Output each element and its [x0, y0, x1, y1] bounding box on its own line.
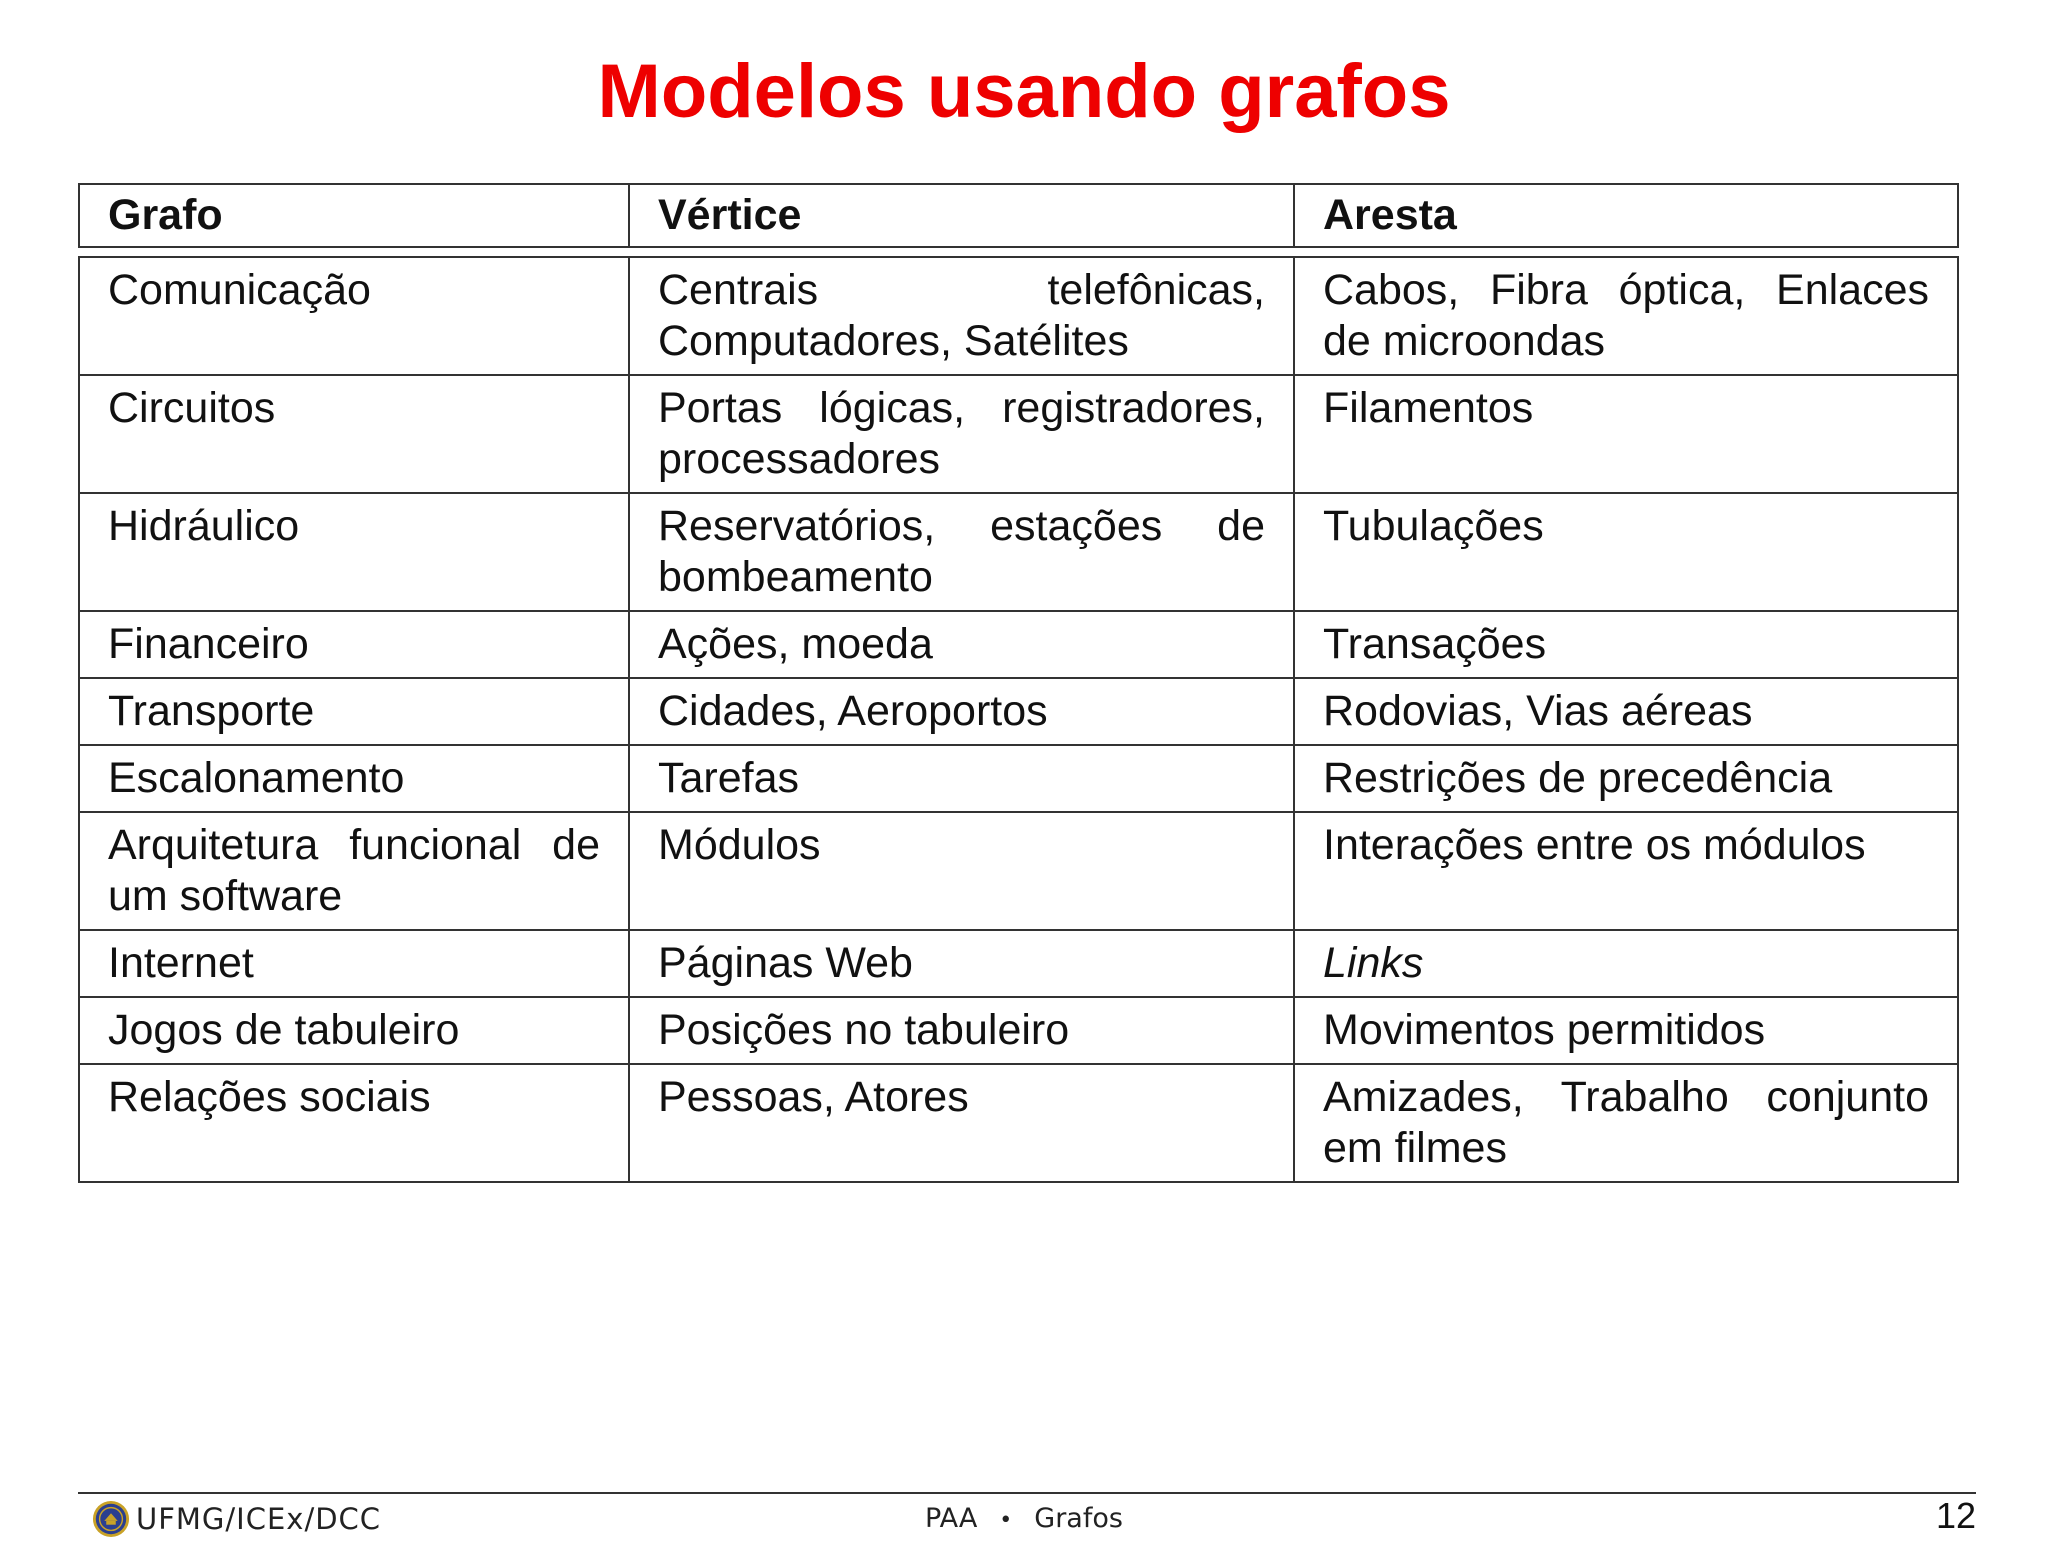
table-row	[79, 812, 1958, 930]
footer-rule	[78, 1492, 1976, 1494]
table-row	[79, 1064, 1958, 1182]
cell-grafo: Jogos de tabuleiro	[79, 997, 629, 1064]
cell-vertice: Portas lógicas, registradores, processadores	[629, 375, 1294, 493]
footer-topic: Grafos	[1034, 1503, 1123, 1534]
table-row	[79, 257, 1958, 375]
footer-institution: UFMG/ICEx/DCC	[136, 1502, 382, 1536]
cell-vertice: Ações, moeda	[629, 611, 1294, 678]
cell-grafo: Relações sociais	[79, 1064, 629, 1182]
cell-aresta: Amizades, Trabalho conjunto em filmes	[1294, 1064, 1958, 1182]
header-vertice: Vértice	[629, 184, 1294, 247]
page-number: 12	[1935, 1495, 1976, 1536]
cell-vertice: Tarefas	[629, 745, 1294, 812]
cell-aresta: Cabos, Fibra óptica, Enlaces de microondas	[1294, 257, 1958, 375]
table-row	[79, 678, 1958, 745]
cell-aresta: Movimentos permitidos	[1294, 997, 1958, 1064]
cell-aresta: Interações entre os módulos	[1294, 812, 1958, 930]
cell-grafo: Arquitetura funcional de um software	[79, 812, 629, 930]
cell-grafo: Comunicação	[79, 257, 629, 375]
cell-vertice: Páginas Web	[629, 930, 1294, 997]
table-row	[79, 611, 1958, 678]
cell-vertice: Pessoas, Atores	[629, 1064, 1294, 1182]
cell-aresta: Rodovias, Vias aéreas	[1294, 678, 1958, 745]
cell-vertice: Posições no tabuleiro	[629, 997, 1294, 1064]
cell-aresta: Restrições de precedência	[1294, 745, 1958, 812]
cell-aresta: Tubulações	[1294, 493, 1958, 611]
graph-models-table	[78, 183, 1959, 1183]
cell-aresta: Filamentos	[1294, 375, 1958, 493]
footer-separator: •	[999, 1508, 1013, 1533]
table-row	[79, 375, 1958, 493]
cell-aresta: Transações	[1294, 611, 1958, 678]
table-row	[79, 493, 1958, 611]
table-row	[79, 745, 1958, 812]
table-row	[79, 930, 1958, 997]
cell-vertice: Módulos	[629, 812, 1294, 930]
header-aresta: Aresta	[1294, 184, 1958, 247]
table-header-row	[79, 184, 1958, 247]
slide-footer	[0, 1497, 2048, 1541]
cell-aresta: Links	[1294, 930, 1958, 997]
cell-vertice: Reservatórios, estações de bombeamento	[629, 493, 1294, 611]
cell-grafo: Hidráulico	[79, 493, 629, 611]
table-row	[79, 997, 1958, 1064]
cell-grafo: Transporte	[79, 678, 629, 745]
header-gap	[79, 247, 1958, 257]
header-grafo: Grafo	[79, 184, 629, 247]
cell-grafo: Internet	[79, 930, 629, 997]
cell-grafo: Circuitos	[79, 375, 629, 493]
footer-course: PAA	[925, 1503, 978, 1534]
cell-grafo: Escalonamento	[79, 745, 629, 812]
slide-title: Modelos usando grafos	[597, 49, 1451, 134]
cell-grafo: Financeiro	[79, 611, 629, 678]
cell-vertice: Cidades, Aeroportos	[629, 678, 1294, 745]
cell-vertice: Centrais telefônicas, Computadores, Satélites	[629, 257, 1294, 375]
footer-course-topic	[0, 1501, 2048, 1539]
